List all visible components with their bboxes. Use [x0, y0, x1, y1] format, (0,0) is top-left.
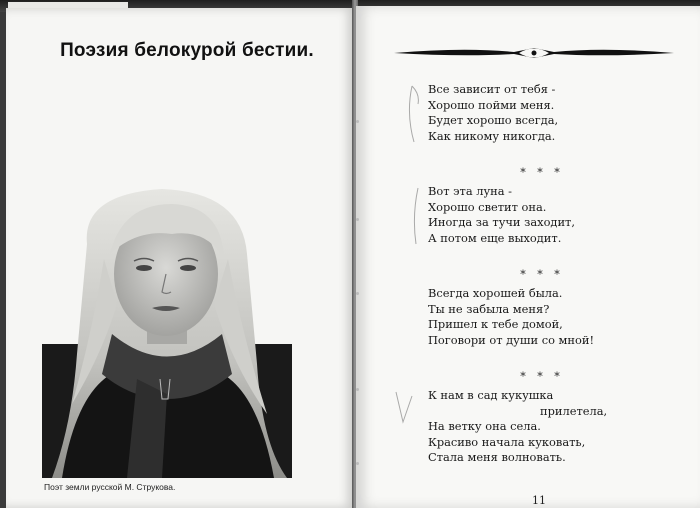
poem-line: Хорошо светит она. [428, 199, 547, 214]
pencil-mark [404, 84, 424, 144]
poem-stanza [428, 184, 648, 246]
binding-stitch [356, 120, 359, 123]
poem-line: Пришел к тебе домой, [428, 317, 563, 332]
page-number: 11 [532, 494, 546, 507]
stanza-separator: * * * [520, 268, 564, 281]
poem-line: Поговори от души со мной! [428, 332, 595, 347]
binding-stitch [356, 462, 359, 465]
pencil-mark [408, 186, 426, 246]
poem-line: На ветку она села. [428, 419, 541, 434]
poem-line: Красиво начала куковать, [428, 434, 586, 449]
page-title: Поэзия белокурой бестии. [60, 40, 314, 61]
poem-line: Иногда за тучи заходит, [428, 215, 575, 230]
poem-line: Всегда хорошей была. [428, 286, 563, 300]
poem-stanza [428, 388, 648, 466]
binding-stitch [356, 218, 359, 221]
poem-line: Ты не забыла меня? [428, 301, 550, 316]
poem-stanza [428, 82, 648, 144]
poem-line: Все зависит от тебя - [428, 82, 556, 96]
binding-stitch [356, 388, 359, 391]
poem-line: Будет хорошо всегда, [428, 113, 559, 128]
photo-caption: Поэт земли русской М. Струкова. [44, 482, 176, 492]
stanza-separator: * * * [520, 370, 564, 383]
poem-line: Стала меня волновать. [428, 450, 566, 465]
poem-line: А потом еще выходит. [428, 230, 562, 245]
poem-line: прилетела, [540, 403, 608, 418]
decorative-ornament-icon [394, 44, 674, 62]
portrait-illustration [42, 184, 292, 478]
poem-line: Вот эта луна - [428, 184, 513, 198]
poem-stanza [428, 286, 648, 348]
pencil-mark [394, 390, 414, 426]
stanza-separator: * * * [520, 166, 564, 179]
binding-stitch [356, 292, 359, 295]
poem-line: К нам в сад кукушка [428, 388, 554, 402]
poem-line: Как никому никогда. [428, 128, 556, 143]
author-portrait-photo [42, 184, 292, 478]
poem-line: Хорошо пойми меня. [428, 97, 555, 112]
